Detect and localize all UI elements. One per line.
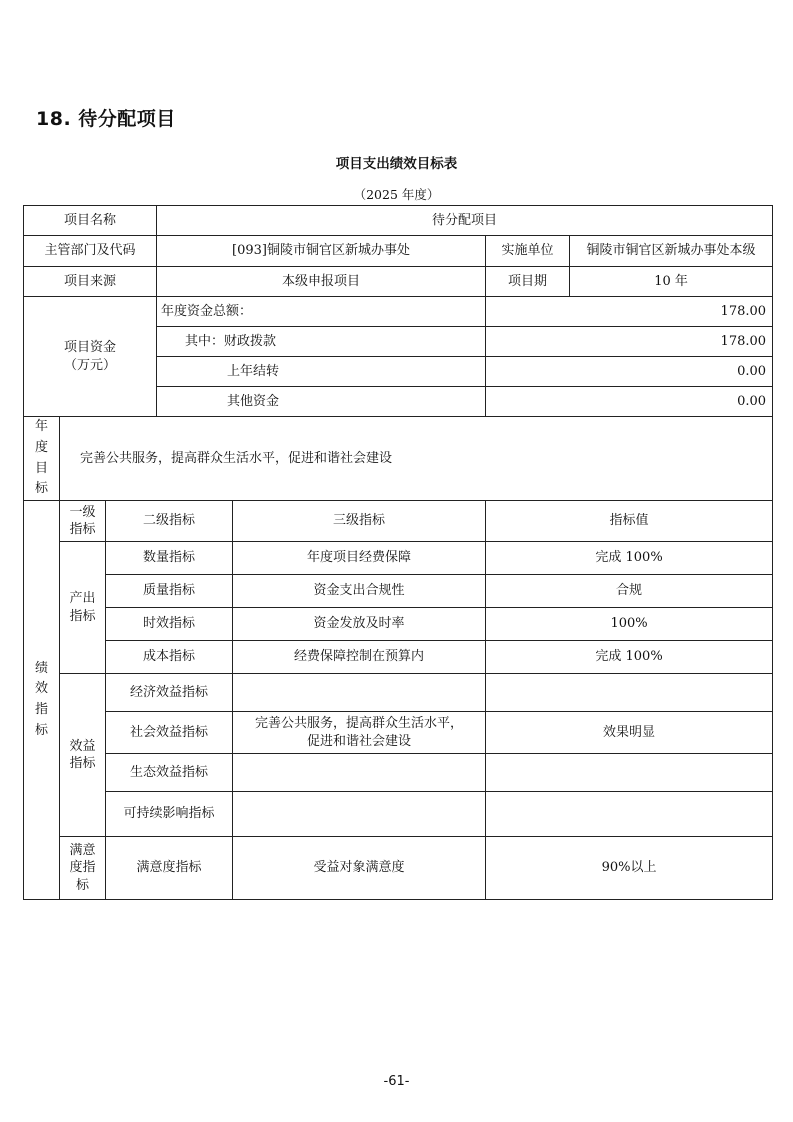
department-value: [093]铜陵市铜官区新城办事处 xyxy=(157,236,486,267)
level1-header: 一级 指标 xyxy=(60,501,106,542)
funds-carryover-label: 上年结转 xyxy=(157,357,486,387)
annual-goal-text: 完善公共服务，提高群众生活水平，促进和谐社会建设 xyxy=(60,417,773,501)
level3-cell: 资金发放及时率 xyxy=(233,608,486,641)
value-cell: 合规 xyxy=(486,575,773,608)
value-cell: 完成 100% xyxy=(486,641,773,674)
project-name-row xyxy=(24,206,773,236)
level3-cell: 经费保障控制在预算内 xyxy=(233,641,486,674)
level3-cell: 年度项目经费保障 xyxy=(233,542,486,575)
level2-cell: 数量指标 xyxy=(106,542,233,575)
output-indicators-label: 产出 指标 xyxy=(60,542,106,674)
performance-indicators-label: 绩 效 指 标 xyxy=(24,501,60,900)
funds-total-value: 178.00 xyxy=(486,297,773,327)
project-name-label: 项目名称 xyxy=(24,206,157,236)
annual-goal-row xyxy=(24,417,773,501)
funds-row xyxy=(24,297,773,327)
value-cell xyxy=(486,792,773,837)
level3-cell xyxy=(233,792,486,837)
period-label: 项目期 xyxy=(486,267,570,297)
funds-fiscal-label: 其中：财政拨款 xyxy=(157,327,486,357)
value-cell: 100% xyxy=(486,608,773,641)
level2-cell: 质量指标 xyxy=(106,575,233,608)
value-cell: 效果明显 xyxy=(486,712,773,754)
level2-cell: 满意度指标 xyxy=(106,837,233,900)
source-row xyxy=(24,267,773,297)
benefit-indicators-label: 效益 指标 xyxy=(60,674,106,837)
table-title: 项目支出绩效目标表 xyxy=(335,156,458,172)
indicator-row xyxy=(24,575,773,608)
funds-other-value: 0.00 xyxy=(486,387,773,417)
indicator-row xyxy=(24,641,773,674)
indicator-row xyxy=(24,608,773,641)
level3-cell xyxy=(233,754,486,792)
level2-cell: 经济效益指标 xyxy=(106,674,233,712)
funds-other-label: 其他资金 xyxy=(157,387,486,417)
department-label: 主管部门及代码 xyxy=(24,236,157,267)
level2-cell: 生态效益指标 xyxy=(106,754,233,792)
impl-unit-value: 铜陵市铜官区新城办事处本级 xyxy=(570,236,773,267)
indicator-row xyxy=(24,792,773,837)
level2-cell: 社会效益指标 xyxy=(106,712,233,754)
indicator-row xyxy=(24,542,773,575)
satisfaction-indicators-label: 满意 度指 标 xyxy=(60,837,106,900)
period-value: 10 年 xyxy=(570,267,773,297)
project-name-value: 待分配项目 xyxy=(157,206,773,236)
source-label: 项目来源 xyxy=(24,267,157,297)
level3-cell: 完善公共服务，提高群众生活水平， 促进和谐社会建设 xyxy=(233,712,486,754)
level2-cell: 可持续影响指标 xyxy=(106,792,233,837)
indicator-row xyxy=(24,837,773,900)
level3-cell xyxy=(233,674,486,712)
indicator-row xyxy=(24,674,773,712)
funds-unit: （万元） xyxy=(64,357,117,373)
impl-unit-label: 实施单位 xyxy=(486,236,570,267)
level3-header: 三级指标 xyxy=(233,501,486,542)
funds-label: 项目资金 xyxy=(64,339,117,355)
annual-goal-label: 年 度 目 标 xyxy=(24,417,60,501)
funds-carryover-value: 0.00 xyxy=(486,357,773,387)
funds-total-label: 年度资金总额： xyxy=(157,297,486,327)
funds-label-cell xyxy=(24,297,157,417)
performance-goal-table xyxy=(23,205,773,900)
table-year: （2025 年度） xyxy=(353,187,440,202)
level2-cell: 时效指标 xyxy=(106,608,233,641)
level3-cell: 受益对象满意度 xyxy=(233,837,486,900)
value-cell xyxy=(486,674,773,712)
source-value: 本级申报项目 xyxy=(157,267,486,297)
level2-cell: 成本指标 xyxy=(106,641,233,674)
indicator-row xyxy=(24,712,773,754)
value-cell: 90%以上 xyxy=(486,837,773,900)
section-heading: 18. 待分配项目 xyxy=(36,108,176,130)
level2-header: 二级指标 xyxy=(106,501,233,542)
department-row xyxy=(24,236,773,267)
value-cell: 完成 100% xyxy=(486,542,773,575)
indicator-row xyxy=(24,754,773,792)
value-cell xyxy=(486,754,773,792)
funds-fiscal-value: 178.00 xyxy=(486,327,773,357)
indicator-header-row xyxy=(24,501,773,542)
page-number: -61- xyxy=(383,1074,410,1089)
level3-cell: 资金支出合规性 xyxy=(233,575,486,608)
value-header: 指标值 xyxy=(486,501,773,542)
